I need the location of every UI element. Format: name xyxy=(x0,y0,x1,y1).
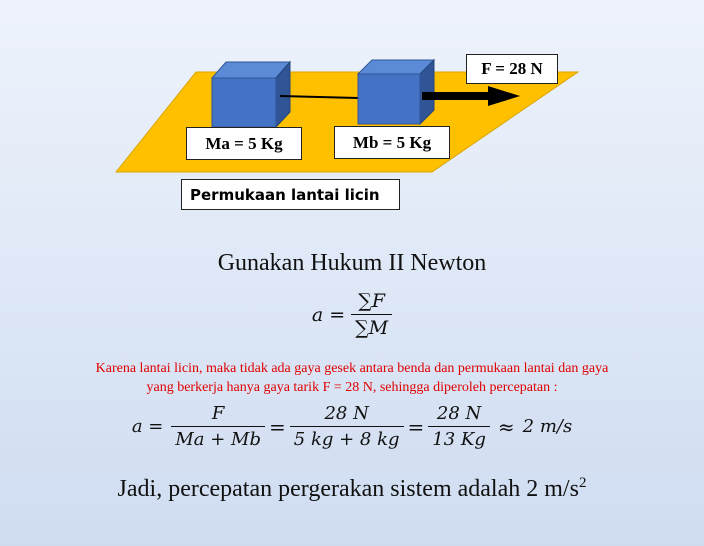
formula2-result: 2 m/s xyxy=(522,416,573,437)
note-line-1: Karena lantai licin, maka tidak ada gaya gesek antara benda dan permukaan lantai dan gaya xyxy=(95,361,609,376)
block-b-label: Mb = 5 Kg xyxy=(334,126,450,159)
note-line-2: yang berkerja hanya gaya tarik F = 28 N, sehingga diperoleh percepatan : xyxy=(146,380,558,395)
formula1-denominator: ∑M xyxy=(351,314,392,339)
formula1-numerator: ∑F xyxy=(358,290,386,312)
formula2-frac1-den: Ma + Mb xyxy=(171,426,265,450)
formula2-fraction-2 xyxy=(290,403,404,450)
formula1-fraction xyxy=(351,290,392,339)
formula2-fraction-1 xyxy=(171,403,265,450)
formula2-frac2-num: 28 N xyxy=(324,403,369,424)
conclusion-superscript: 2 xyxy=(578,475,587,491)
conclusion-main: Jadi, percepatan pergerakan sistem adalah 2 m/s xyxy=(117,476,579,502)
formula2-equals-2: = xyxy=(407,414,425,439)
formula2-frac3-den: 13 Kg xyxy=(428,426,490,450)
force-label: F = 28 N xyxy=(466,54,558,84)
explanation-note xyxy=(40,359,664,397)
surface-label: Permukaan lantai licin xyxy=(181,179,400,210)
block-a-label: Ma = 5 Kg xyxy=(186,127,302,160)
conclusion-text xyxy=(0,475,704,503)
formula2-approx: ≈ xyxy=(497,414,515,439)
formula2-fraction-3 xyxy=(428,403,490,450)
formula2-frac1-num: F xyxy=(211,403,225,424)
calculation-formula xyxy=(0,403,704,450)
formula1-lhs: a = xyxy=(311,303,346,326)
formula2-frac2-den: 5 kg + 8 kg xyxy=(290,426,404,450)
formula2-frac3-num: 28 N xyxy=(436,403,482,424)
formula2-lhs: a = xyxy=(131,416,164,437)
formula2-equals-1: = xyxy=(269,414,286,439)
newton-formula xyxy=(0,290,704,339)
section-heading: Gunakan Hukum II Newton xyxy=(217,250,487,276)
block-a xyxy=(212,62,290,127)
